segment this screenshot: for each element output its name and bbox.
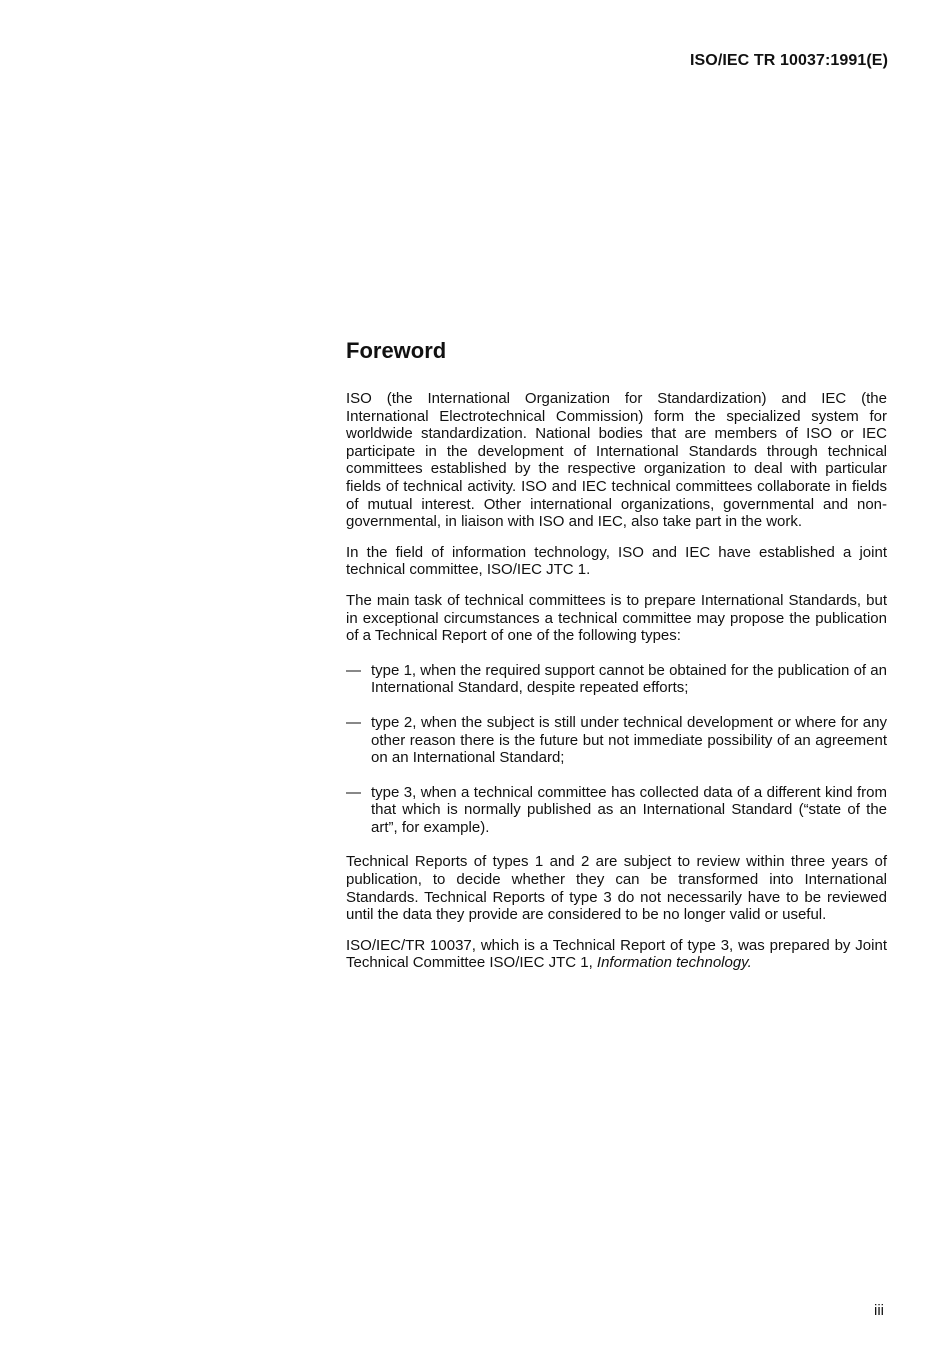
list-item [346, 714, 887, 767]
preparation-paragraph [346, 937, 887, 972]
dash-bullet: — [346, 661, 361, 679]
preparation-text: ISO/IEC/TR 10037, which is a Technical Report of type 3, was prepared by Joint Technical Committee ISO/IEC JTC 1, [346, 936, 887, 972]
list-item-text: type 3, when a technical committee has collected data of a different kind from that which is normally published as an International Standard (“state of the art”, for example). [371, 783, 887, 836]
foreword-section [346, 338, 887, 985]
page-number: iii [874, 1302, 884, 1319]
dash-bullet: — [346, 713, 361, 731]
foreword-title: Foreword [346, 338, 447, 363]
main-task-paragraph: The main task of technical committees is to prepare International Standards, but in exceptional circumstances a technical committee may propose the publication of a Technical Report of one of the following types: [346, 591, 887, 645]
committee-title: Information technology. [596, 954, 752, 972]
jtc-paragraph: In the field of information technology, ISO and IEC have established a joint technical committee, ISO/IEC JTC 1. [346, 543, 887, 579]
intro-paragraph: ISO (the International Organization for Standardization) and IEC (the International Electrotechnical Commission) form the specialized system for worldwide standardization. National bodies that are members of ISO or IEC participate in the development of International Standards through technical committees established by the respective organization to deal with particular fields of technical activity. ISO and IEC technical committees collaborate in fields of mutual interest. Other international organizations, governmental and non-governmental, in liaison with ISO and IEC, also take part in the work. [346, 390, 887, 531]
list-item [346, 784, 887, 837]
review-paragraph: Technical Reports of types 1 and 2 are subject to review within three years of publication, to decide whether they can be transformed into International Standards. Technical Reports of type 3 do not necessarily have to be reviewed until the data they provide are considered to be no longer valid or useful. [346, 853, 887, 924]
list-item-text: type 1, when the required support cannot be obtained for the publication of an International Standard, despite repeated efforts; [371, 661, 887, 697]
dash-bullet: — [346, 783, 361, 801]
list-item-text: type 2, when the subject is still under technical development or where for any other reason there is the future but not immediate possibility of an agreement on an International Standard; [371, 713, 887, 767]
list-item [346, 662, 887, 697]
report-types-list [346, 662, 887, 837]
document-id-header: ISO/IEC TR 10037:1991(E) [689, 52, 888, 69]
